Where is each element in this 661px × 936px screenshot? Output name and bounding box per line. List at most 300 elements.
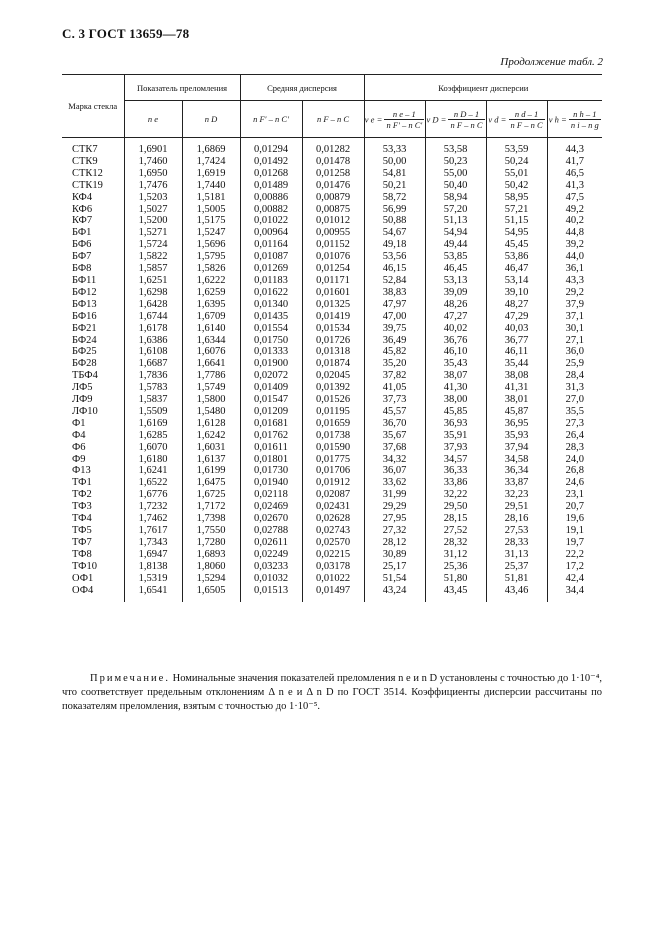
value-cell: 0,02670	[240, 513, 302, 525]
value-cell: 40,02	[425, 323, 486, 335]
value-cell: 0,01419	[302, 311, 364, 323]
value-cell: 0,01681	[240, 418, 302, 430]
value-cell: 0,00955	[302, 227, 364, 239]
group-header-mean-dispersion: Средняя дисперсия	[240, 75, 364, 101]
table-row	[62, 358, 602, 370]
column-header-dispersion-prime: n F′ – n C′	[253, 114, 289, 124]
coef-e-denominator: n F′ – n C′	[386, 119, 423, 130]
value-cell: 34,57	[425, 454, 486, 466]
table-row	[62, 251, 602, 263]
value-cell: 27,53	[486, 525, 547, 537]
glass-mark-cell: ЛФ10	[72, 405, 98, 417]
value-cell: 36,34	[486, 465, 547, 477]
glass-properties-table	[62, 74, 602, 602]
value-cell: 39,09	[425, 287, 486, 299]
value-cell: 32,23	[486, 489, 547, 501]
value-cell: 1,5800	[182, 394, 240, 406]
value-cell: 1,6222	[182, 275, 240, 287]
value-cell: 44,0	[547, 251, 602, 263]
value-cell: 47,27	[425, 311, 486, 323]
table-row	[62, 573, 602, 585]
value-cell: 29,50	[425, 501, 486, 513]
value-cell: 0,01762	[240, 430, 302, 442]
glass-mark-cell: БФ11	[72, 274, 97, 286]
value-cell: 29,29	[364, 501, 425, 513]
glass-mark-cell: ЛФ5	[72, 382, 93, 394]
value-cell: 50,21	[364, 180, 425, 192]
value-cell: 1,5826	[182, 263, 240, 275]
value-cell: 51,15	[486, 215, 547, 227]
value-cell: 0,01294	[240, 138, 302, 156]
value-cell: 1,7836	[124, 370, 182, 382]
value-cell: 37,9	[547, 299, 602, 311]
value-cell: 29,51	[486, 501, 547, 513]
value-cell: 1,5837	[124, 394, 182, 406]
value-cell: 31,13	[486, 549, 547, 561]
value-cell: 49,2	[547, 204, 602, 216]
column-header-coef-h	[547, 101, 602, 138]
glass-mark-cell: ТФ3	[72, 501, 92, 513]
value-cell: 0,01874	[302, 358, 364, 370]
column-header-mark: Марка стекла	[62, 75, 124, 138]
value-cell: 20,7	[547, 501, 602, 513]
value-cell: 50,42	[486, 180, 547, 192]
value-cell: 0,01195	[302, 406, 364, 418]
value-cell: 54,94	[425, 227, 486, 239]
value-cell: 46,5	[547, 168, 602, 180]
value-cell: 34,32	[364, 454, 425, 466]
value-cell: 47,5	[547, 192, 602, 204]
value-cell: 51,54	[364, 573, 425, 585]
value-cell: 27,95	[364, 513, 425, 525]
value-cell: 50,24	[486, 156, 547, 168]
value-cell: 1,5203	[124, 192, 182, 204]
value-cell: 45,85	[425, 406, 486, 418]
value-cell: 46,11	[486, 346, 547, 358]
value-cell: 58,95	[486, 192, 547, 204]
table-note	[62, 672, 602, 714]
value-cell: 0,01513	[240, 585, 302, 603]
value-cell: 0,02087	[302, 489, 364, 501]
value-cell: 1,6180	[124, 454, 182, 466]
value-cell: 0,01601	[302, 287, 364, 299]
value-cell: 1,5294	[182, 573, 240, 585]
value-cell: 1,6137	[182, 454, 240, 466]
coef-D-lhs: ν D =	[426, 114, 447, 124]
value-cell: 0,02118	[240, 489, 302, 501]
column-header-coef-D	[425, 101, 486, 138]
value-cell: 1,7398	[182, 513, 240, 525]
value-cell: 33,87	[486, 477, 547, 489]
coef-h-denominator: n i – n g	[570, 119, 599, 130]
group-header-dispersion-coefficient: Коэффициент дисперсии	[364, 75, 602, 101]
column-header-coef-e	[364, 101, 425, 138]
value-cell: 0,01750	[240, 335, 302, 347]
value-cell: 26,4	[547, 430, 602, 442]
value-cell: 58,94	[425, 192, 486, 204]
value-cell: 1,6386	[124, 335, 182, 347]
value-cell: 48,27	[486, 299, 547, 311]
note-text: Номинальные значения показателей преломления n e и n D установлены с точностью до 1·10⁻⁴, что соответствует предельным отклонениям Δ n e и Δ n D по ГОСТ 3514. Коэффициенты дисперсии рассчитаны по показателям преломления, взятым с точностью до 1·10⁻⁵.	[62, 673, 603, 712]
value-cell: 0,01269	[240, 263, 302, 275]
value-cell: 37,93	[425, 442, 486, 454]
table-row	[62, 477, 602, 489]
table-row	[62, 287, 602, 299]
value-cell: 1,6259	[182, 287, 240, 299]
table-row	[62, 394, 602, 406]
value-cell: 27,32	[364, 525, 425, 537]
column-header-dispersion: n F – n C	[316, 114, 350, 124]
table-row	[62, 370, 602, 382]
value-cell: 1,7343	[124, 537, 182, 549]
value-cell: 39,2	[547, 239, 602, 251]
value-cell: 28,3	[547, 442, 602, 454]
value-cell: 36,76	[425, 335, 486, 347]
value-cell: 1,5724	[124, 239, 182, 251]
value-cell: 55,00	[425, 168, 486, 180]
value-cell: 46,10	[425, 346, 486, 358]
value-cell: 50,88	[364, 215, 425, 227]
value-cell: 1,7476	[124, 180, 182, 192]
value-cell: 1,6505	[182, 585, 240, 603]
value-cell: 42,4	[547, 573, 602, 585]
value-cell: 1,6070	[124, 442, 182, 454]
glass-mark-cell: ТФ1	[72, 477, 92, 489]
value-cell: 0,01738	[302, 430, 364, 442]
value-cell: 1,6641	[182, 358, 240, 370]
value-cell: 1,6242	[182, 430, 240, 442]
value-cell: 1,7550	[182, 525, 240, 537]
value-cell: 0,01087	[240, 251, 302, 263]
value-cell: 1,6285	[124, 430, 182, 442]
value-cell: 1,7460	[124, 156, 182, 168]
value-cell: 1,8060	[182, 561, 240, 573]
value-cell: 50,40	[425, 180, 486, 192]
value-cell: 36,33	[425, 465, 486, 477]
value-cell: 35,67	[364, 430, 425, 442]
table-row	[62, 180, 602, 192]
value-cell: 0,01022	[240, 215, 302, 227]
value-cell: 0,01032	[240, 573, 302, 585]
value-cell: 1,6947	[124, 549, 182, 561]
value-cell: 0,01164	[240, 239, 302, 251]
value-cell: 35,44	[486, 358, 547, 370]
value-cell: 25,36	[425, 561, 486, 573]
column-header-ne: n e	[147, 114, 159, 124]
table-row	[62, 263, 602, 275]
value-cell: 36,70	[364, 418, 425, 430]
value-cell: 43,3	[547, 275, 602, 287]
column-header-coef-d	[486, 101, 547, 138]
value-cell: 19,6	[547, 513, 602, 525]
value-cell: 37,1	[547, 311, 602, 323]
value-cell: 19,1	[547, 525, 602, 537]
value-cell: 1,5027	[124, 204, 182, 216]
table-row	[62, 513, 602, 525]
table-row	[62, 454, 602, 466]
value-cell: 1,6709	[182, 311, 240, 323]
value-cell: 33,62	[364, 477, 425, 489]
value-cell: 38,07	[425, 370, 486, 382]
value-cell: 53,33	[364, 138, 425, 156]
value-cell: 36,77	[486, 335, 547, 347]
value-cell: 37,73	[364, 394, 425, 406]
value-cell: 1,6869	[182, 138, 240, 156]
value-cell: 1,5247	[182, 227, 240, 239]
table-row	[62, 311, 602, 323]
value-cell: 0,01171	[302, 275, 364, 287]
value-cell: 36,0	[547, 346, 602, 358]
value-cell: 31,12	[425, 549, 486, 561]
value-cell: 45,45	[486, 239, 547, 251]
value-cell: 0,03233	[240, 561, 302, 573]
value-cell: 1,6919	[182, 168, 240, 180]
glass-mark-cell: Ф13	[72, 465, 91, 477]
table-row	[62, 406, 602, 418]
value-cell: 50,00	[364, 156, 425, 168]
value-cell: 55,01	[486, 168, 547, 180]
value-cell: 0,01622	[240, 287, 302, 299]
value-cell: 53,59	[486, 138, 547, 156]
glass-mark-cell: КФ7	[72, 215, 93, 227]
value-cell: 0,02628	[302, 513, 364, 525]
table-row	[62, 192, 602, 204]
table-row	[62, 299, 602, 311]
glass-mark-cell: КФ6	[72, 203, 93, 215]
glass-mark-cell: ТФ7	[72, 536, 92, 548]
value-cell: 45,57	[364, 406, 425, 418]
value-cell: 47,97	[364, 299, 425, 311]
value-cell: 0,01268	[240, 168, 302, 180]
glass-mark-cell: Ф1	[72, 417, 86, 429]
value-cell: 1,6475	[182, 477, 240, 489]
value-cell: 49,18	[364, 239, 425, 251]
table-row	[62, 418, 602, 430]
value-cell: 31,3	[547, 382, 602, 394]
value-cell: 28,33	[486, 537, 547, 549]
glass-mark-cell: Ф4	[72, 429, 86, 441]
value-cell: 0,01775	[302, 454, 364, 466]
value-cell: 1,6901	[124, 138, 182, 156]
value-cell: 0,01526	[302, 394, 364, 406]
table-row	[62, 585, 602, 603]
value-cell: 57,21	[486, 204, 547, 216]
value-cell: 43,46	[486, 585, 547, 603]
value-cell: 1,6344	[182, 335, 240, 347]
value-cell: 0,01282	[302, 138, 364, 156]
value-cell: 37,68	[364, 442, 425, 454]
value-cell: 1,6108	[124, 346, 182, 358]
value-cell: 51,81	[486, 573, 547, 585]
value-cell: 1,6541	[124, 585, 182, 603]
table-row	[62, 156, 602, 168]
value-cell: 41,05	[364, 382, 425, 394]
value-cell: 36,93	[425, 418, 486, 430]
value-cell: 45,87	[486, 406, 547, 418]
value-cell: 0,00882	[240, 204, 302, 216]
column-header-nD: n D	[204, 114, 218, 124]
value-cell: 1,6950	[124, 168, 182, 180]
glass-mark-cell: БФ1	[72, 227, 92, 239]
value-cell: 1,6687	[124, 358, 182, 370]
value-cell: 41,31	[486, 382, 547, 394]
value-cell: 1,6031	[182, 442, 240, 454]
table-row	[62, 275, 602, 287]
value-cell: 35,91	[425, 430, 486, 442]
value-cell: 56,99	[364, 204, 425, 216]
value-cell: 53,85	[425, 251, 486, 263]
value-cell: 0,01912	[302, 477, 364, 489]
value-cell: 28,4	[547, 370, 602, 382]
glass-mark-cell: ТБФ4	[72, 370, 98, 382]
value-cell: 0,03178	[302, 561, 364, 573]
value-cell: 0,02431	[302, 501, 364, 513]
value-cell: 19,7	[547, 537, 602, 549]
value-cell: 1,8138	[124, 561, 182, 573]
value-cell: 38,00	[425, 394, 486, 406]
value-cell: 36,1	[547, 263, 602, 275]
value-cell: 0,01726	[302, 335, 364, 347]
group-header-refraction: Показатель преломления	[124, 75, 240, 101]
table-body	[62, 138, 602, 603]
value-cell: 0,01318	[302, 346, 364, 358]
value-cell: 33,86	[425, 477, 486, 489]
value-cell: 0,01012	[302, 215, 364, 227]
value-cell: 1,6169	[124, 418, 182, 430]
coef-D-numerator: n D – 1	[448, 109, 484, 120]
value-cell: 34,58	[486, 454, 547, 466]
glass-mark-cell: ТФ4	[72, 513, 92, 525]
value-cell: 0,00875	[302, 204, 364, 216]
value-cell: 39,10	[486, 287, 547, 299]
value-cell: 37,82	[364, 370, 425, 382]
value-cell: 25,37	[486, 561, 547, 573]
value-cell: 54,95	[486, 227, 547, 239]
glass-mark-cell: Ф6	[72, 441, 86, 453]
glass-mark-cell: СТК7	[72, 144, 98, 155]
value-cell: 0,01478	[302, 156, 364, 168]
value-cell: 1,5005	[182, 204, 240, 216]
value-cell: 48,26	[425, 299, 486, 311]
value-cell: 1,6076	[182, 346, 240, 358]
value-cell: 54,81	[364, 168, 425, 180]
value-cell: 27,1	[547, 335, 602, 347]
value-cell: 28,12	[364, 537, 425, 549]
value-cell: 22,2	[547, 549, 602, 561]
value-cell: 30,89	[364, 549, 425, 561]
glass-mark-cell: БФ16	[72, 310, 97, 322]
value-cell: 0,02570	[302, 537, 364, 549]
table-row	[62, 138, 602, 156]
value-cell: 1,7280	[182, 537, 240, 549]
value-cell: 28,16	[486, 513, 547, 525]
glass-mark-cell: КФ4	[72, 191, 93, 203]
value-cell: 0,01152	[302, 239, 364, 251]
value-cell: 1,6395	[182, 299, 240, 311]
value-cell: 1,6725	[182, 489, 240, 501]
value-cell: 1,7462	[124, 513, 182, 525]
value-cell: 38,08	[486, 370, 547, 382]
value-cell: 34,4	[547, 585, 602, 603]
glass-mark-cell: БФ8	[72, 263, 92, 275]
value-cell: 0,01547	[240, 394, 302, 406]
value-cell: 0,01325	[302, 299, 364, 311]
value-cell: 17,2	[547, 561, 602, 573]
coef-h-lhs: ν h =	[548, 114, 567, 124]
table-continuation-caption: Продолжение табл. 2	[500, 56, 603, 68]
value-cell: 47,00	[364, 311, 425, 323]
value-cell: 0,00886	[240, 192, 302, 204]
value-cell: 0,02611	[240, 537, 302, 549]
value-cell: 0,01392	[302, 382, 364, 394]
table-row	[62, 549, 602, 561]
coef-d-numerator: n d – 1	[509, 109, 545, 120]
value-cell: 41,30	[425, 382, 486, 394]
value-cell: 0,01183	[240, 275, 302, 287]
table-row	[62, 215, 602, 227]
value-cell: 44,8	[547, 227, 602, 239]
value-cell: 0,01801	[240, 454, 302, 466]
value-cell: 57,20	[425, 204, 486, 216]
value-cell: 0,01497	[302, 585, 364, 603]
value-cell: 28,15	[425, 513, 486, 525]
table-row	[62, 382, 602, 394]
value-cell: 0,02469	[240, 501, 302, 513]
value-cell: 38,01	[486, 394, 547, 406]
table-row	[62, 346, 602, 358]
value-cell: 0,01554	[240, 323, 302, 335]
glass-mark-cell: БФ24	[72, 334, 97, 346]
value-cell: 32,22	[425, 489, 486, 501]
glass-mark-cell: ОФ1	[72, 572, 94, 584]
value-cell: 27,0	[547, 394, 602, 406]
value-cell: 1,6893	[182, 549, 240, 561]
glass-mark-cell: БФ12	[72, 286, 97, 298]
value-cell: 38,83	[364, 287, 425, 299]
glass-mark-cell: БФ13	[72, 298, 97, 310]
table-row	[62, 465, 602, 477]
table-row	[62, 430, 602, 442]
coef-h-numerator: n h – 1	[569, 109, 601, 120]
value-cell: 53,56	[364, 251, 425, 263]
table-row	[62, 239, 602, 251]
value-cell: 27,3	[547, 418, 602, 430]
value-cell: 25,17	[364, 561, 425, 573]
glass-mark-cell: СТК19	[72, 179, 103, 191]
value-cell: 35,5	[547, 406, 602, 418]
value-cell: 1,5480	[182, 406, 240, 418]
value-cell: 1,6241	[124, 465, 182, 477]
value-cell: 25,9	[547, 358, 602, 370]
value-cell: 1,6199	[182, 465, 240, 477]
table-row	[62, 537, 602, 549]
value-cell: 24,0	[547, 454, 602, 466]
value-cell: 31,99	[364, 489, 425, 501]
value-cell: 1,5783	[124, 382, 182, 394]
value-cell: 53,13	[425, 275, 486, 287]
value-cell: 41,7	[547, 156, 602, 168]
value-cell: 1,6140	[182, 323, 240, 335]
value-cell: 40,2	[547, 215, 602, 227]
glass-mark-cell: Ф9	[72, 453, 86, 465]
value-cell: 1,6522	[124, 477, 182, 489]
glass-mark-cell: БФ25	[72, 346, 97, 358]
note-label: Примечание.	[90, 673, 170, 684]
value-cell: 45,82	[364, 346, 425, 358]
value-cell: 0,01076	[302, 251, 364, 263]
value-cell: 35,43	[425, 358, 486, 370]
value-cell: 43,24	[364, 585, 425, 603]
